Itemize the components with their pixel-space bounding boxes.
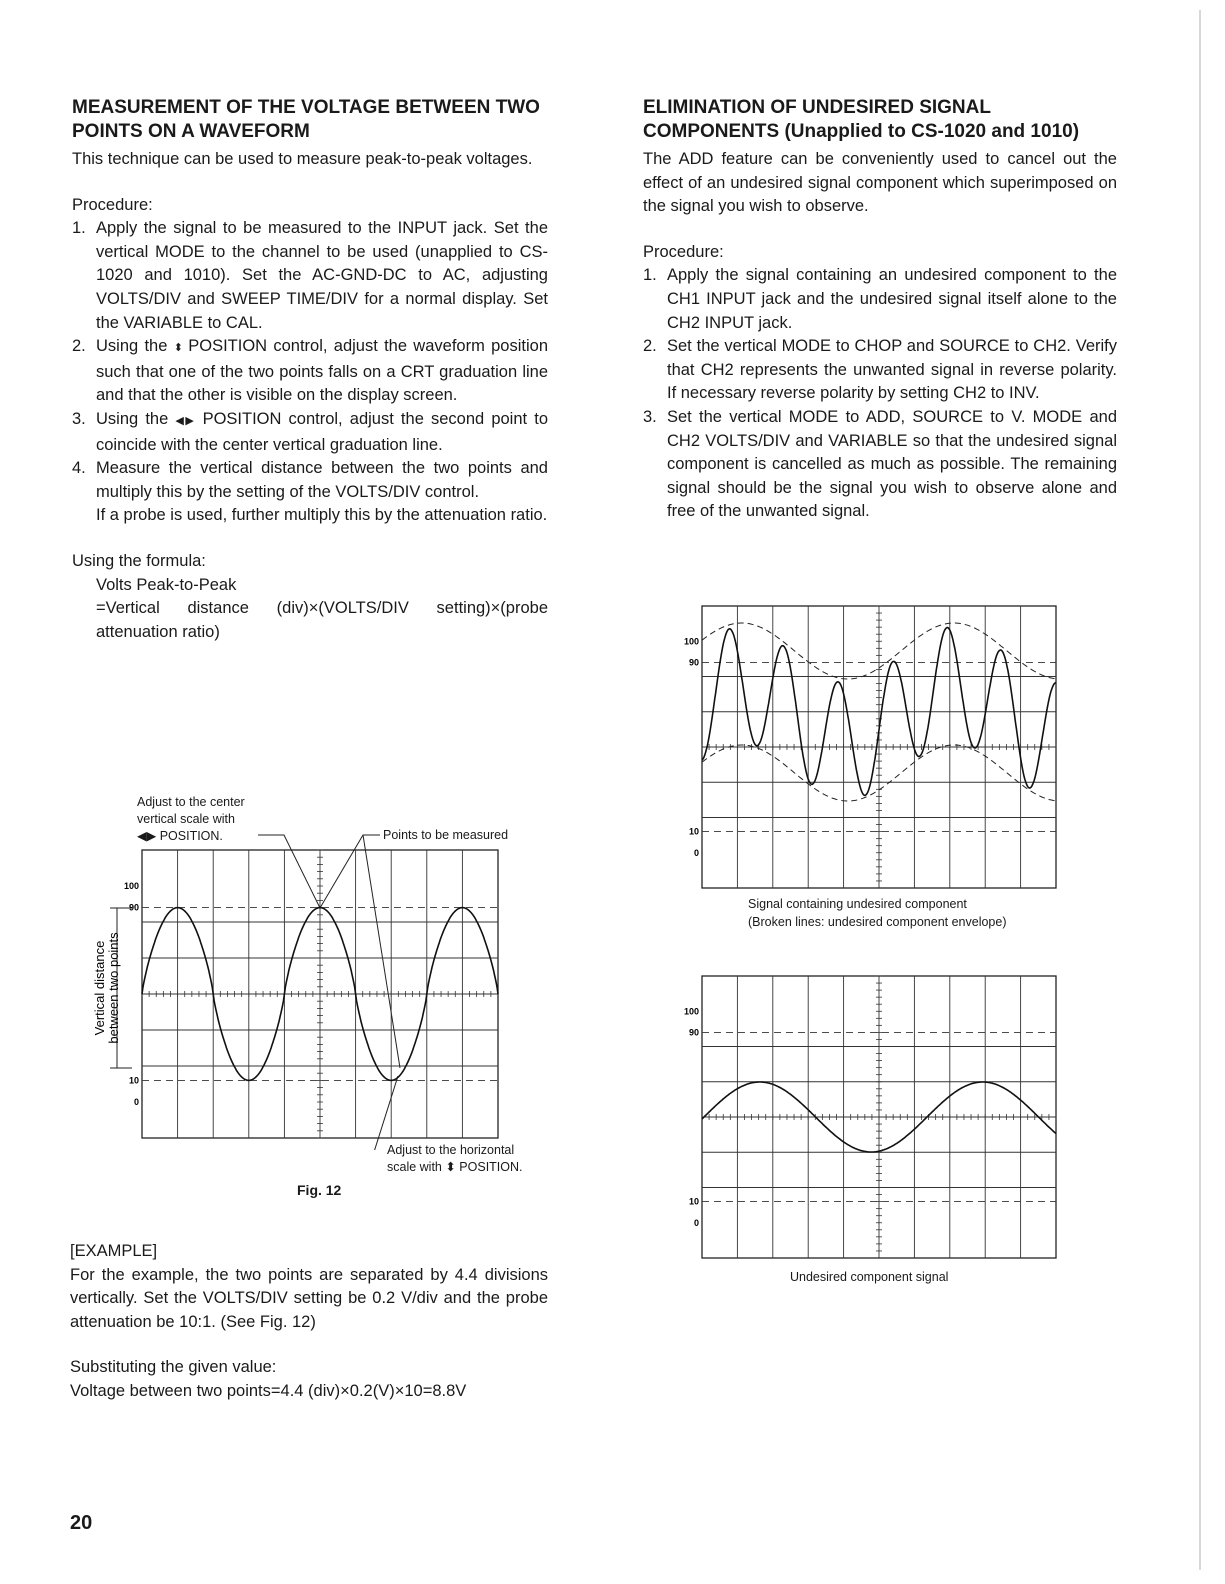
step-number: 1. [643,266,657,285]
formula-label: Using the formula: [72,551,206,570]
scope-a-graticule [680,600,1070,900]
right-heading-line2: COMPONENTS (Unapplied to CS-1020 and 1010) [643,121,1080,142]
example-subst-label: Substituting the given value: [70,1358,277,1377]
vertical-position-icon: ⬍ [173,342,182,355]
step-text-post: POSITION control, adjust the waveform position such that one of the two points falls on a CRT graduation line and that the other is visible on the display screen. [96,337,548,405]
step-text-post: POSITION control, adjust the second point to coincide with the center vertical graduation line. [96,409,549,454]
right-step-2 [643,335,1117,406]
formula-body: =Vertical distance (div)×(VOLTS/DIV setting)×(probe attenuation ratio) [96,599,548,641]
fig12-label-points: Points to be measured [383,828,509,842]
figure-12 [70,790,560,1210]
step-number: 3. [643,407,657,426]
page-number: 20 [70,1512,93,1534]
fig12-label-horizontal-1: Adjust to the horizontal [387,1143,515,1157]
scope-b-caption: Undesired component signal [790,1270,949,1284]
left-column [72,96,548,644]
fig12-label-vertical-1: Vertical distance [92,940,107,1036]
step-number: 1. [72,219,86,238]
example-body: For the example, the two points are separated by 4.4 divisions vertically. Set the VOLTS/DIV setting be 0.2 V/div and the probe attenuation be 10:1. (See Fig. 12) [70,1265,548,1331]
left-procedure-label: Procedure: [72,195,153,214]
graticule-tick-label: 0 [133,1097,139,1107]
left-steps-list [72,217,548,504]
graticule-tick-label: 100 [683,636,699,647]
scope-a-caption-1: Signal containing undesired component [748,897,967,911]
page-edge-line [1199,10,1201,1570]
graticule-tick-label: 10 [128,1075,139,1086]
right-steps-list [643,264,1117,524]
example-block [70,1240,548,1404]
example-result: Voltage between two points=4.4 (div)×0.2(V)×10=8.8V [70,1381,467,1400]
left-intro: This technique can be used to measure peak-to-peak voltages. [72,150,533,168]
right-intro: The ADD feature can be conveniently used to cancel out the effect of an undesired signal component which superimposed on the signal you wish to observe. [643,150,1117,216]
right-procedure-label: Procedure: [643,242,724,261]
fig12-graticule [70,790,560,1150]
graticule-tick-label: 90 [688,657,699,668]
graticule-tick-label: 90 [128,902,139,913]
left-step-2 [72,335,548,408]
graticule-tick-label: 100 [683,1006,699,1017]
graticule-tick-label: 90 [688,1027,699,1038]
right-step-3 [643,406,1117,524]
graticule-tick-label: 100 [123,881,139,891]
step-number: 4. [72,459,86,478]
right-heading-line1: ELIMINATION OF UNDESIRED SIGNAL [643,97,991,118]
step-text: Measure the vertical distance between the two points and multiply this by the setting of the VOLTS/DIV control. [96,459,548,501]
fig12-label-center-2: vertical scale with [137,812,235,826]
scope-undesired-component [680,970,1070,1300]
left-step-3 [72,408,548,457]
step-text: Set the vertical MODE to ADD, SOURCE to V. MODE and CH2 VOLTS/DIV and VARIABLE so that the undesired signal component is cancelled as much as possible. The remaining signal should be the signal you wish to observe alone and free of the unwanted signal. [667,407,1117,521]
formula-title: Volts Peak-to-Peak [96,575,237,594]
right-column [643,96,1117,524]
probe-note: If a probe is used, further multiply this by the attenuation ratio. [96,506,548,525]
graticule-tick-label: 0 [693,847,699,858]
scope-a-caption-2: (Broken lines: undesired component envelope) [748,915,1007,929]
left-heading-line2: POINTS ON A WAVEFORM [72,121,310,142]
left-heading [72,96,548,144]
fig12-label-center-3: ◀▶ POSITION. [137,829,223,843]
scope-b-graticule [680,970,1070,1270]
right-heading [643,96,1117,144]
left-step-4 [72,457,548,504]
scope-signal-with-undesired [680,600,1070,940]
graticule-tick-label: 10 [688,826,699,837]
example-heading: [EXAMPLE] [70,1242,158,1260]
fig12-label-center-1: Adjust to the center [137,795,245,809]
step-number: 3. [72,409,86,428]
step-text-pre: Using the [96,337,168,356]
step-text: Set the vertical MODE to CHOP and SOURCE to CH2. Verify that CH2 represents the unwanted signal in reverse polarity. If necessary reverse polarity by setting CH2 to INV. [667,337,1117,403]
left-heading-line1: MEASUREMENT OF THE VOLTAGE BETWEEN TWO [72,97,540,118]
graticule-tick-label: 10 [688,1196,699,1207]
fig12-label-horizontal-2: scale with ⬍ POSITION. [387,1160,523,1174]
fig12-label-vertical-2: between two points [106,932,121,1044]
left-step-1 [72,217,548,335]
step-text: Apply the signal to be measured to the INPUT jack. Set the vertical MODE to the channel to be used (unapplied to CS-1020 and 1010). Set the AC-GND-DC to AC, adjusting VOLTS/DIV and SWEEP TIME/DIV for a normal display. Set the VARIABLE to CAL. [96,219,548,332]
step-text-pre: Using the [96,409,169,428]
fig12-caption: Fig. 12 [297,1182,342,1198]
right-step-1 [643,264,1117,335]
fig12-leader-horizontal [374,1076,398,1150]
fig12-leader-point-top [320,835,380,908]
step-number: 2. [643,337,657,356]
graticule-tick-label: 0 [693,1217,699,1228]
horizontal-position-icon: ◀▶ [175,414,196,427]
step-number: 2. [72,337,86,356]
fig12-leader-point-bottom [363,835,400,1068]
step-text: Apply the signal containing an undesired component to the CH1 INPUT jack and the undesired signal itself alone to the CH2 INPUT jack. [667,266,1117,332]
fig12-leader-center [258,835,320,908]
